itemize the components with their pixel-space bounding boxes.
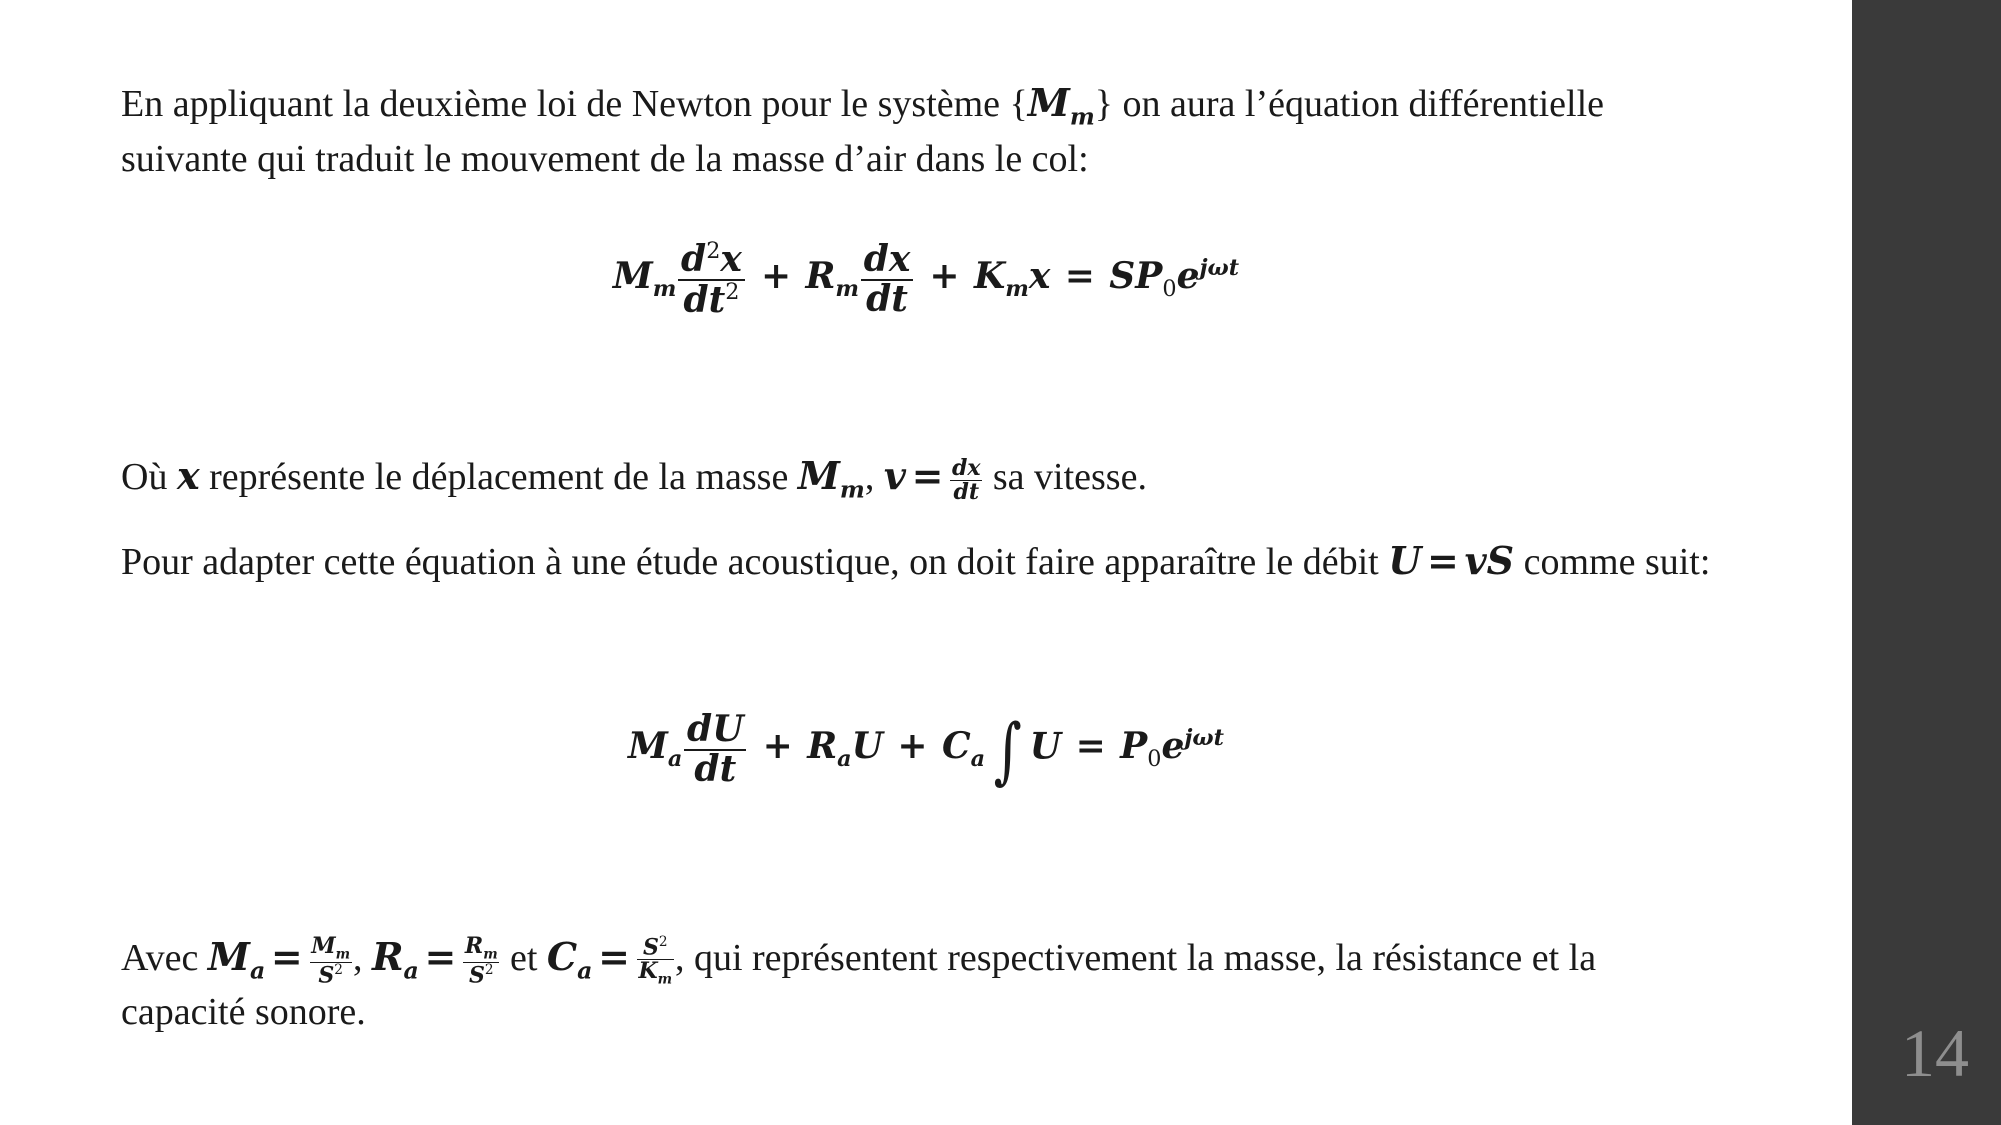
eq-fraction-second-derivative: $\frac{d^2x}{dt^2}$ — [678, 240, 745, 320]
inline-fraction: $\frac{M_m}{S^2}$ — [311, 933, 351, 989]
math-symbol: v — [883, 453, 906, 498]
paragraph-definitions — [121, 935, 1711, 1033]
operator-plus: + — [929, 255, 960, 298]
text: En appliquant la deuxième loi de Newton pour le système { — [121, 83, 1028, 125]
eq-fraction-first-derivative: $\frac{dx}{dt}$ — [861, 241, 913, 319]
operator-plus: + — [762, 725, 793, 768]
text: sa vitesse. — [983, 456, 1147, 498]
operator-equals: = — [1075, 725, 1106, 768]
eq-term-pressure: $P_0e^{j\omega t}$ — [1120, 725, 1224, 773]
math-symbol: $M_m$ — [1027, 80, 1095, 131]
inline-fraction: $\frac{dx}{dt}$ — [951, 454, 981, 505]
text: Où — [121, 456, 177, 498]
eq-fraction-derivative: $\frac{dU}{dt}$ — [684, 711, 746, 789]
math-symbol: U — [1388, 538, 1422, 583]
text: représente le déplacement de la masse — [199, 456, 798, 498]
text: comme suit: — [1514, 541, 1711, 583]
sidebar — [1852, 0, 2001, 1125]
eq-term-acoustic-mass: $M_a$ — [628, 725, 683, 773]
paragraph-newton — [121, 82, 1711, 180]
math-symbol: $M_m$ — [797, 453, 865, 504]
eq-term-force: $SP_0e^{j\omega t}$ — [1109, 255, 1240, 303]
equation-mechanical — [0, 240, 1852, 320]
operator-equals: = — [1064, 255, 1095, 298]
text: Avec — [121, 936, 208, 979]
eq-term-resistance: $R_m$ — [805, 255, 860, 303]
eq-term-flow: U — [1029, 725, 1062, 768]
math-symbol: $C_a$ — [546, 933, 593, 985]
math-symbol: x — [176, 453, 200, 498]
operator-equals: = — [598, 933, 630, 979]
operator-equals: = — [911, 453, 944, 498]
operator-plus: + — [897, 725, 928, 768]
operator-equals: = — [424, 933, 457, 979]
page-number: 14 — [1901, 1015, 1969, 1091]
eq-term-stiffness: $K_mx$ — [973, 255, 1051, 303]
eq-term-acoustic-capacitance: $C_a$ — [941, 725, 986, 773]
paragraph-acoustic — [121, 540, 1711, 583]
operator-equals: = — [270, 933, 303, 979]
math-symbol: vS — [1464, 538, 1515, 583]
text: , — [352, 936, 372, 979]
inline-fraction: $\frac{R_m}{S^2}$ — [464, 933, 498, 989]
math-symbol: $M_a$ — [207, 933, 266, 985]
equation-acoustic — [0, 708, 1852, 792]
text: , qui représentent respectivement la masse, la résistance et la capacité sonore. — [121, 936, 1597, 1034]
text: et — [500, 936, 547, 979]
eq-term-mass: $M_m$ — [612, 255, 677, 303]
operator-equals: = — [1427, 538, 1459, 583]
eq-term-acoustic-resistance: $R_aU$ — [807, 725, 884, 773]
paragraph-displacement — [121, 455, 1711, 511]
text: Pour adapter cette équation à une étude acoustique, on doit faire apparaître le débit — [121, 541, 1389, 583]
integral-icon: ∫ — [993, 708, 1022, 792]
text: } on aura l’équation différentielle suivante qui traduit le mouvement de la masse d’air dans le col: — [121, 83, 1605, 180]
inline-fraction: $\frac{S^2}{K_m}$ — [638, 934, 673, 988]
text: , — [864, 456, 884, 498]
operator-plus: + — [760, 255, 792, 298]
math-symbol: $R_a$ — [371, 933, 419, 985]
